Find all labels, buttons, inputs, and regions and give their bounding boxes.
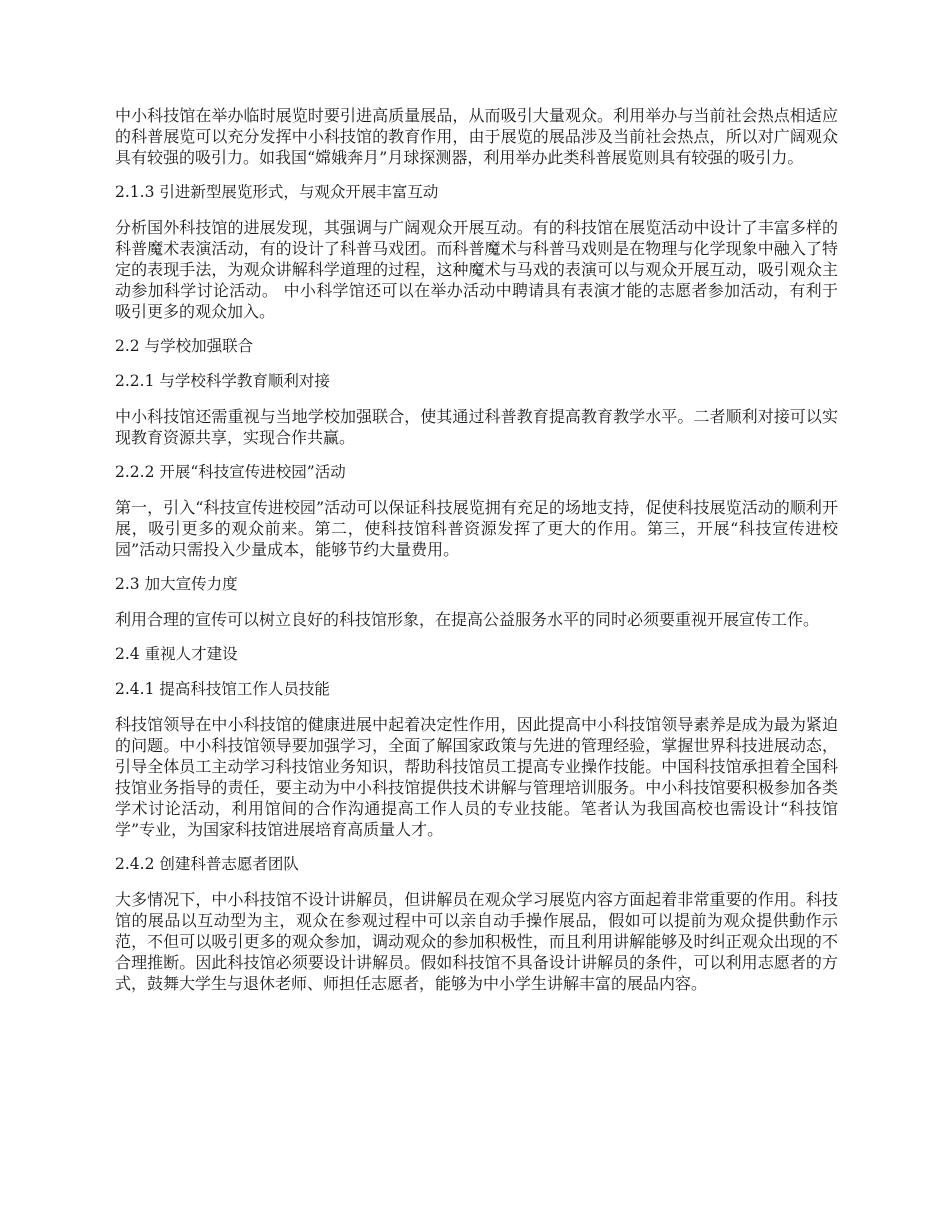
paragraph-exhibit-quality: 中小科技馆在举办临时展览时要引进高质量展品，从而吸引大量观众。利用举办与当前社会热点相适应的科普展览可以充分发挥中小科技馆的教育作用，由于展览的展品涉及当前社会热点，所以对广阔观众具有较强的吸引力。如我国“嫦娥奔月”月球探测器，利用举办此类科普展览则具有较强的吸引力。: [115, 106, 838, 167]
paragraph-interaction: 分析国外科技馆的进展发现，其强调与广阔观众开展互动。有的科技馆在展览活动中设计了丰富多样的科普魔术表演活动，有的设计了科普马戏团。而科普魔术与科普马戏则是在物理与化学现象中融入了特定的表现手法，为观众讲解科学道理的过程，这种魔术与马戏的表演可以与观众开展互动，吸引观众主动参加科学讨论活动。 中小科学馆还可以在举办活动中聘请具有表演才能的志愿者参加活动，有利于吸引更多的观众加入。: [115, 218, 838, 321]
heading-2-3: 2.3 加大宣传力度: [115, 575, 238, 593]
heading-2-4-1: 2.4.1 提高科技馆工作人员技能: [115, 680, 330, 698]
paragraph-publicity: 利用合理的宣传可以树立良好的科技馆形象，在提高公益服务水平的同时必须要重视开展宣传工作。: [115, 610, 820, 629]
paragraph-volunteers: 大多情况下，中小科技馆不设计讲解员，但讲解员在观众学习展览内容方面起着非常重要的作用。科技馆的展品以互动型为主，观众在参观过程中可以亲自动手操作展品，假如可以提前为观众提供動作示范，不但可以吸引更多的观众参加，调动观众的参加积极性，而且利用讲解能够及时纠正观众出现的不合理推断。因此科技馆必须要设计讲解员。假如科技馆不具备设计讲解员的条件，可以利用志愿者的方式，鼓舞大学生与退休老师、师担任志愿者，能够为中小学生讲解丰富的展品内容。: [115, 890, 838, 993]
paragraph-school-cooperation: 中小科技馆还需重视与当地学校加强联合，使其通过科普教育提高教育教学水平。二者顺利对接可以实现教育资源共享，实现合作共赢。: [115, 407, 838, 447]
heading-2-2: 2.2 与学校加强联合: [115, 337, 254, 355]
heading-2-2-2: 2.2.2 开展“科技宣传进校园”活动: [115, 463, 346, 481]
heading-2-4: 2.4 重视人才建设: [115, 645, 238, 663]
paragraph-campus-activity: 第一，引入“科技宣传进校园”活动可以保证科技展览拥有充足的场地支持，促使科技展览活动的顺利开展，吸引更多的观众前来。第二，使科技馆科普资源发挥了更大的作用。第三，开展“科技宣传进校园”活动只需投入少量成本，能够节约大量费用。: [115, 498, 838, 559]
heading-2-1-3: 2.1.3 引进新型展览形式，与观众开展丰富互动: [115, 183, 439, 201]
heading-2-4-2: 2.4.2 创建科普志愿者团队: [115, 855, 299, 873]
heading-2-2-1: 2.2.1 与学校科学教育顺利对接: [115, 372, 330, 390]
document-page: [115, 105, 838, 1008]
paragraph-staff-skills: 科技馆领导在中小科技馆的健康进展中起着决定性作用，因此提高中小科技馆领导素养是成为最为紧迫的问题。中小科技馆领导要加强学习，全面了解国家政策与先进的管理经验，掌握世界科技进展动态，引导全体员工主动学习科技馆业务知识，帮助科技馆员工提高专业操作技能。中国科技馆承担着全国科技馆业务指导的责任，要主动为中小科技馆提供技术讲解与管理培训服务。中小科技馆要积极参加各类学术讨论活动，利用馆间的合作沟通提高工作人员的专业技能。笔者认为我国高校也需设计“科技馆学”专业，为国家科技馆进展培育高质量人才。: [115, 715, 838, 839]
